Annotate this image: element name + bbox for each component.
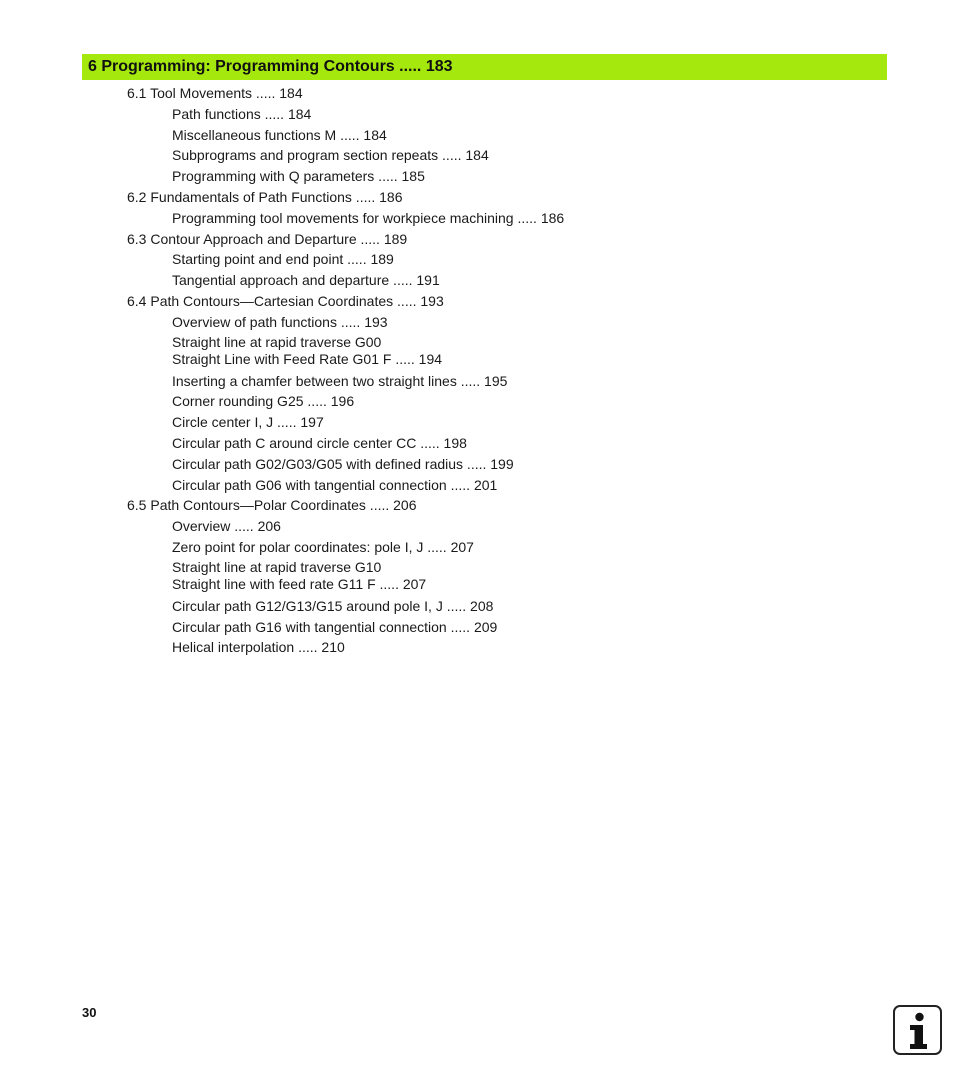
toc-entry-text: Straight line with feed rate G11 F ..... 207 xyxy=(172,575,427,592)
toc-subsection-entry[interactable]: Overview ..... 206 xyxy=(172,518,281,535)
toc-section-entry[interactable]: 6.5 Path Contours—Polar Coordinates ..... 206 xyxy=(127,497,417,514)
toc-subsection-entry[interactable]: Circular path C around circle center CC ..... 198 xyxy=(172,434,467,451)
toc-subsection-entry[interactable]: Overview of path functions ..... 193 xyxy=(172,313,388,330)
toc-subsection-entry[interactable]: Programming with Q parameters ..... 185 xyxy=(172,168,425,185)
toc-subsection-entry[interactable]: Subprograms and program section repeats ..... 184 xyxy=(172,147,489,164)
toc-subsection-entry[interactable]: Zero point for polar coordinates: pole I, J ..... 207 xyxy=(172,538,474,555)
toc-subsection-entry[interactable]: Tangential approach and departure ..... 191 xyxy=(172,272,440,289)
toc-entry-text: Straight Line with Feed Rate G01 F ..... 194 xyxy=(172,350,443,367)
toc-entry-text: Straight line at rapid traverse G10 xyxy=(172,558,382,575)
page-number: 30 xyxy=(82,1005,97,1020)
info-button[interactable] xyxy=(893,1005,942,1055)
toc-subsection-entry[interactable]: Circular path G02/G03/G05 with defined radius ..... 199 xyxy=(172,455,514,472)
toc-subsection-entry[interactable]: Inserting a chamfer between two straight lines ..... 195 xyxy=(172,372,508,389)
toc-section-entry[interactable]: 6.1 Tool Movements ..... 184 xyxy=(127,85,303,101)
toc-subsection-entry[interactable]: Miscellaneous functions M ..... 184 xyxy=(172,126,387,143)
toc-section-entry[interactable]: 6.4 Path Contours—Cartesian Coordinates ..... 193 xyxy=(127,292,444,309)
toc-subsection-entry[interactable]: Circle center I, J ..... 197 xyxy=(172,414,324,431)
toc-entry-text: Straight line at rapid traverse G00 xyxy=(172,333,382,350)
table-of-contents xyxy=(0,83,954,658)
toc-section-entry[interactable]: 6.2 Fundamentals of Path Functions ..... 186 xyxy=(127,188,403,205)
toc-subsection-entry[interactable]: Path functions ..... 184 xyxy=(172,105,312,122)
toc-subsection-entry[interactable]: Programming tool movements for workpiece machining ..... 186 xyxy=(172,209,565,226)
toc-subsection-entry[interactable]: Circular path G12/G13/G15 around pole I, J ..... 208 xyxy=(172,597,494,614)
chapter-title: 6 Programming: Programming Contours ..... 183 xyxy=(88,58,453,75)
info-icon xyxy=(895,1007,940,1053)
toc-subsection-entry[interactable]: Circular path G06 with tangential connection ..... 201 xyxy=(172,476,498,493)
toc-subsection-entry[interactable]: Circular path G16 with tangential connection ..... 209 xyxy=(172,618,498,635)
toc-subsection-entry[interactable]: Starting point and end point ..... 189 xyxy=(172,251,394,268)
toc-section-entry[interactable]: 6.3 Contour Approach and Departure ..... 189 xyxy=(127,230,408,247)
toc-subsection-entry[interactable]: Corner rounding G25 ..... 196 xyxy=(172,393,355,410)
toc-subsection-entry[interactable]: Helical interpolation ..... 210 xyxy=(172,639,345,656)
toc-subsection-entry[interactable] xyxy=(0,333,954,371)
chapter-heading[interactable] xyxy=(82,54,887,80)
toc-subsection-entry[interactable] xyxy=(0,558,954,596)
